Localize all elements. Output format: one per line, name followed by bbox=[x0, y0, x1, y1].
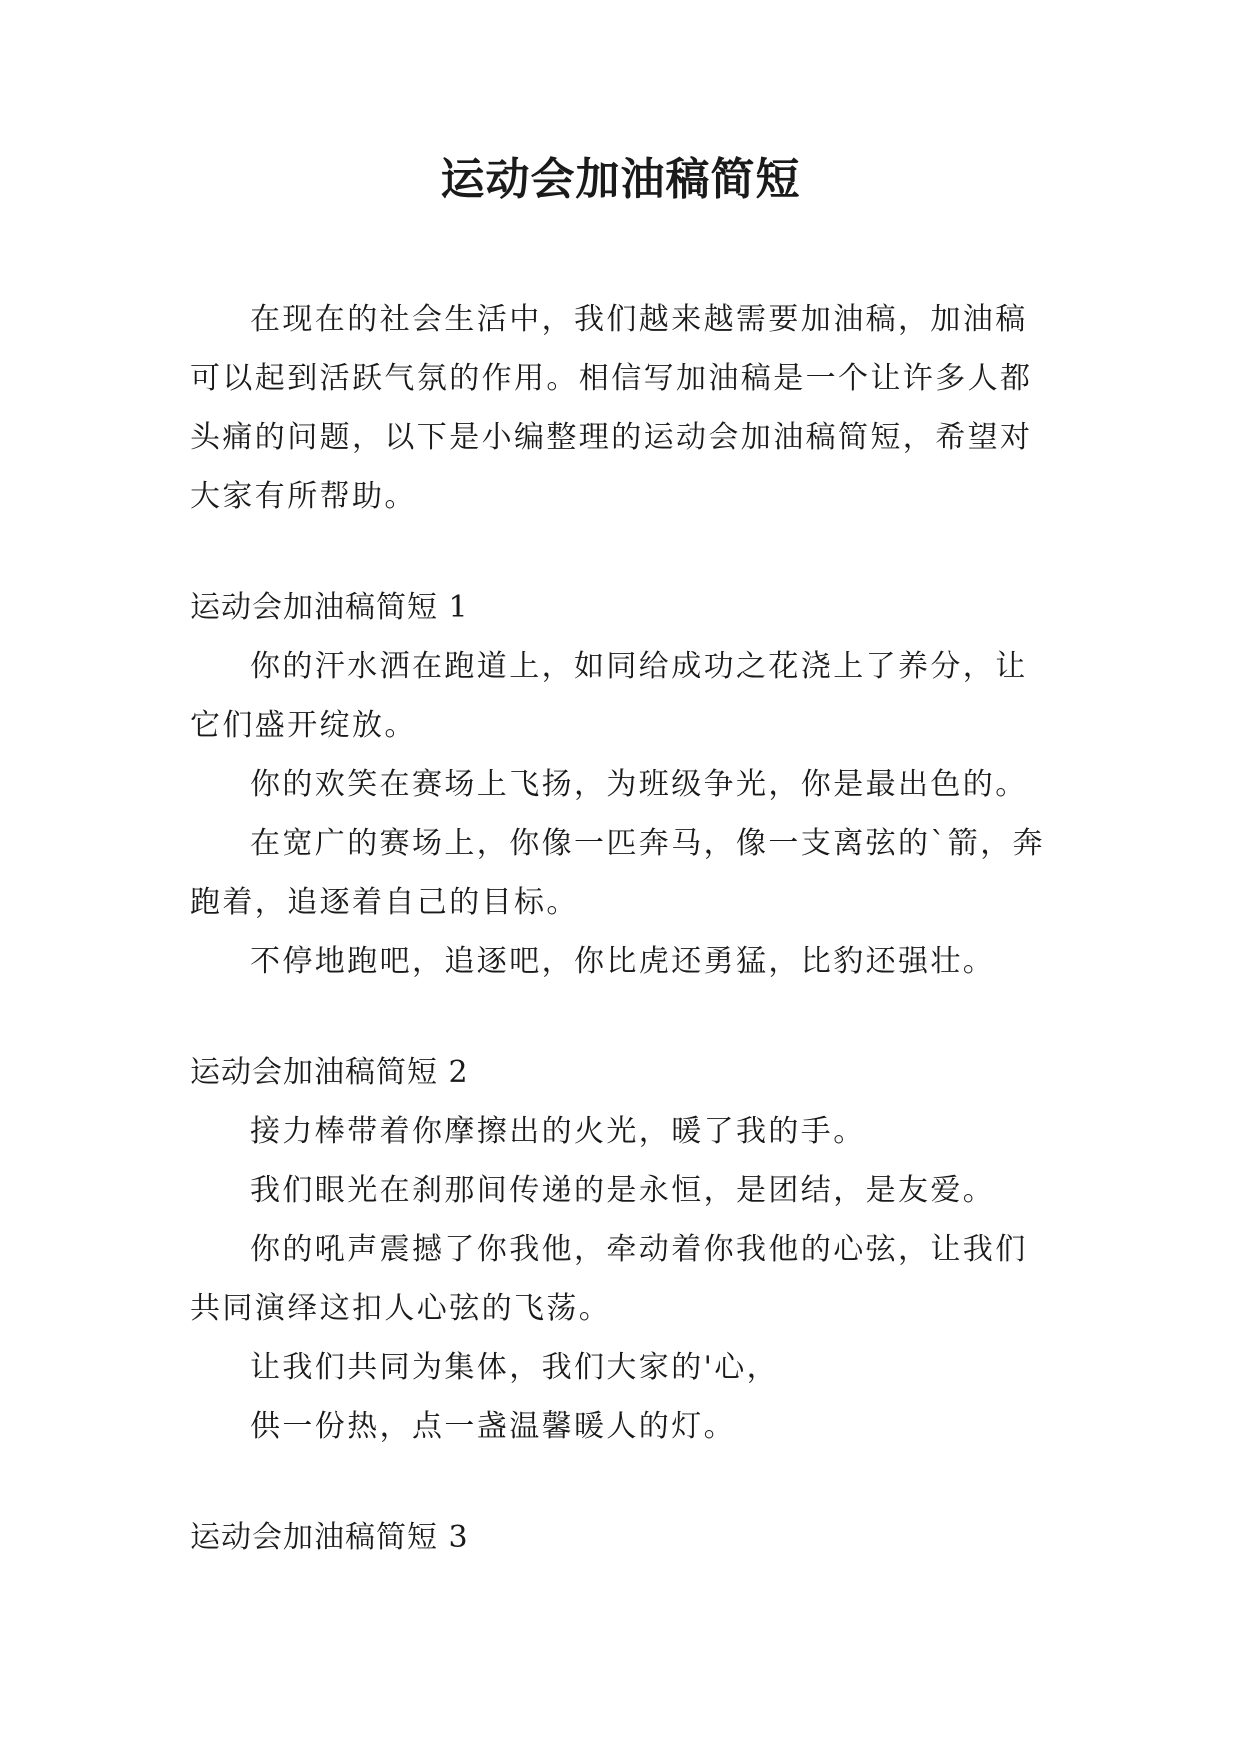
document-body bbox=[190, 290, 1050, 1567]
paragraph: 在宽广的赛场上，你像一匹奔马，像一支离弦的`箭，奔跑着，追逐着自己的目标。 bbox=[190, 826, 1045, 920]
section-heading: 运动会加油稿简短 2 bbox=[190, 1055, 469, 1090]
paragraph: 你的汗水洒在跑道上，如同给成功之花浇上了养分，让它们盛开绽放。 bbox=[190, 649, 1028, 743]
paragraph: 不停地跑吧，追逐吧，你比虎还勇猛，比豹还强壮。 bbox=[250, 944, 996, 979]
paragraph: 供一份热，点一盏温馨暖人的灯。 bbox=[250, 1409, 736, 1444]
section-heading: 运动会加油稿简短 1 bbox=[190, 590, 469, 625]
paragraph: 我们眼光在刹那间传递的是永恒，是团结，是友爱。 bbox=[250, 1173, 996, 1208]
paragraph: 你的欢笑在赛场上飞扬，为班级争光，你是最出色的。 bbox=[250, 767, 1028, 802]
section-1 bbox=[190, 578, 1050, 991]
intro-paragraph: 在现在的社会生活中，我们越来越需要加油稿，加油稿可以起到活跃气氛的作用。相信写加油稿是一个让许多人都头痛的问题，以下是小编整理的运动会加油稿简短，希望对大家有所帮助。 bbox=[190, 302, 1033, 514]
paragraph: 你的吼声震撼了你我他，牵动着你我他的心弦，让我们共同演绎这扣人心弦的飞荡。 bbox=[190, 1232, 1028, 1326]
section-heading: 运动会加油稿简短 3 bbox=[190, 1520, 469, 1555]
paragraph: 接力棒带着你摩擦出的火光，暖了我的手。 bbox=[250, 1114, 866, 1149]
paragraph: 让我们共同为集体，我们大家的'心， bbox=[250, 1350, 780, 1385]
section-3 bbox=[190, 1508, 1050, 1567]
document-title: 运动会加油稿简短 bbox=[440, 154, 801, 205]
section-2 bbox=[190, 1043, 1050, 1456]
